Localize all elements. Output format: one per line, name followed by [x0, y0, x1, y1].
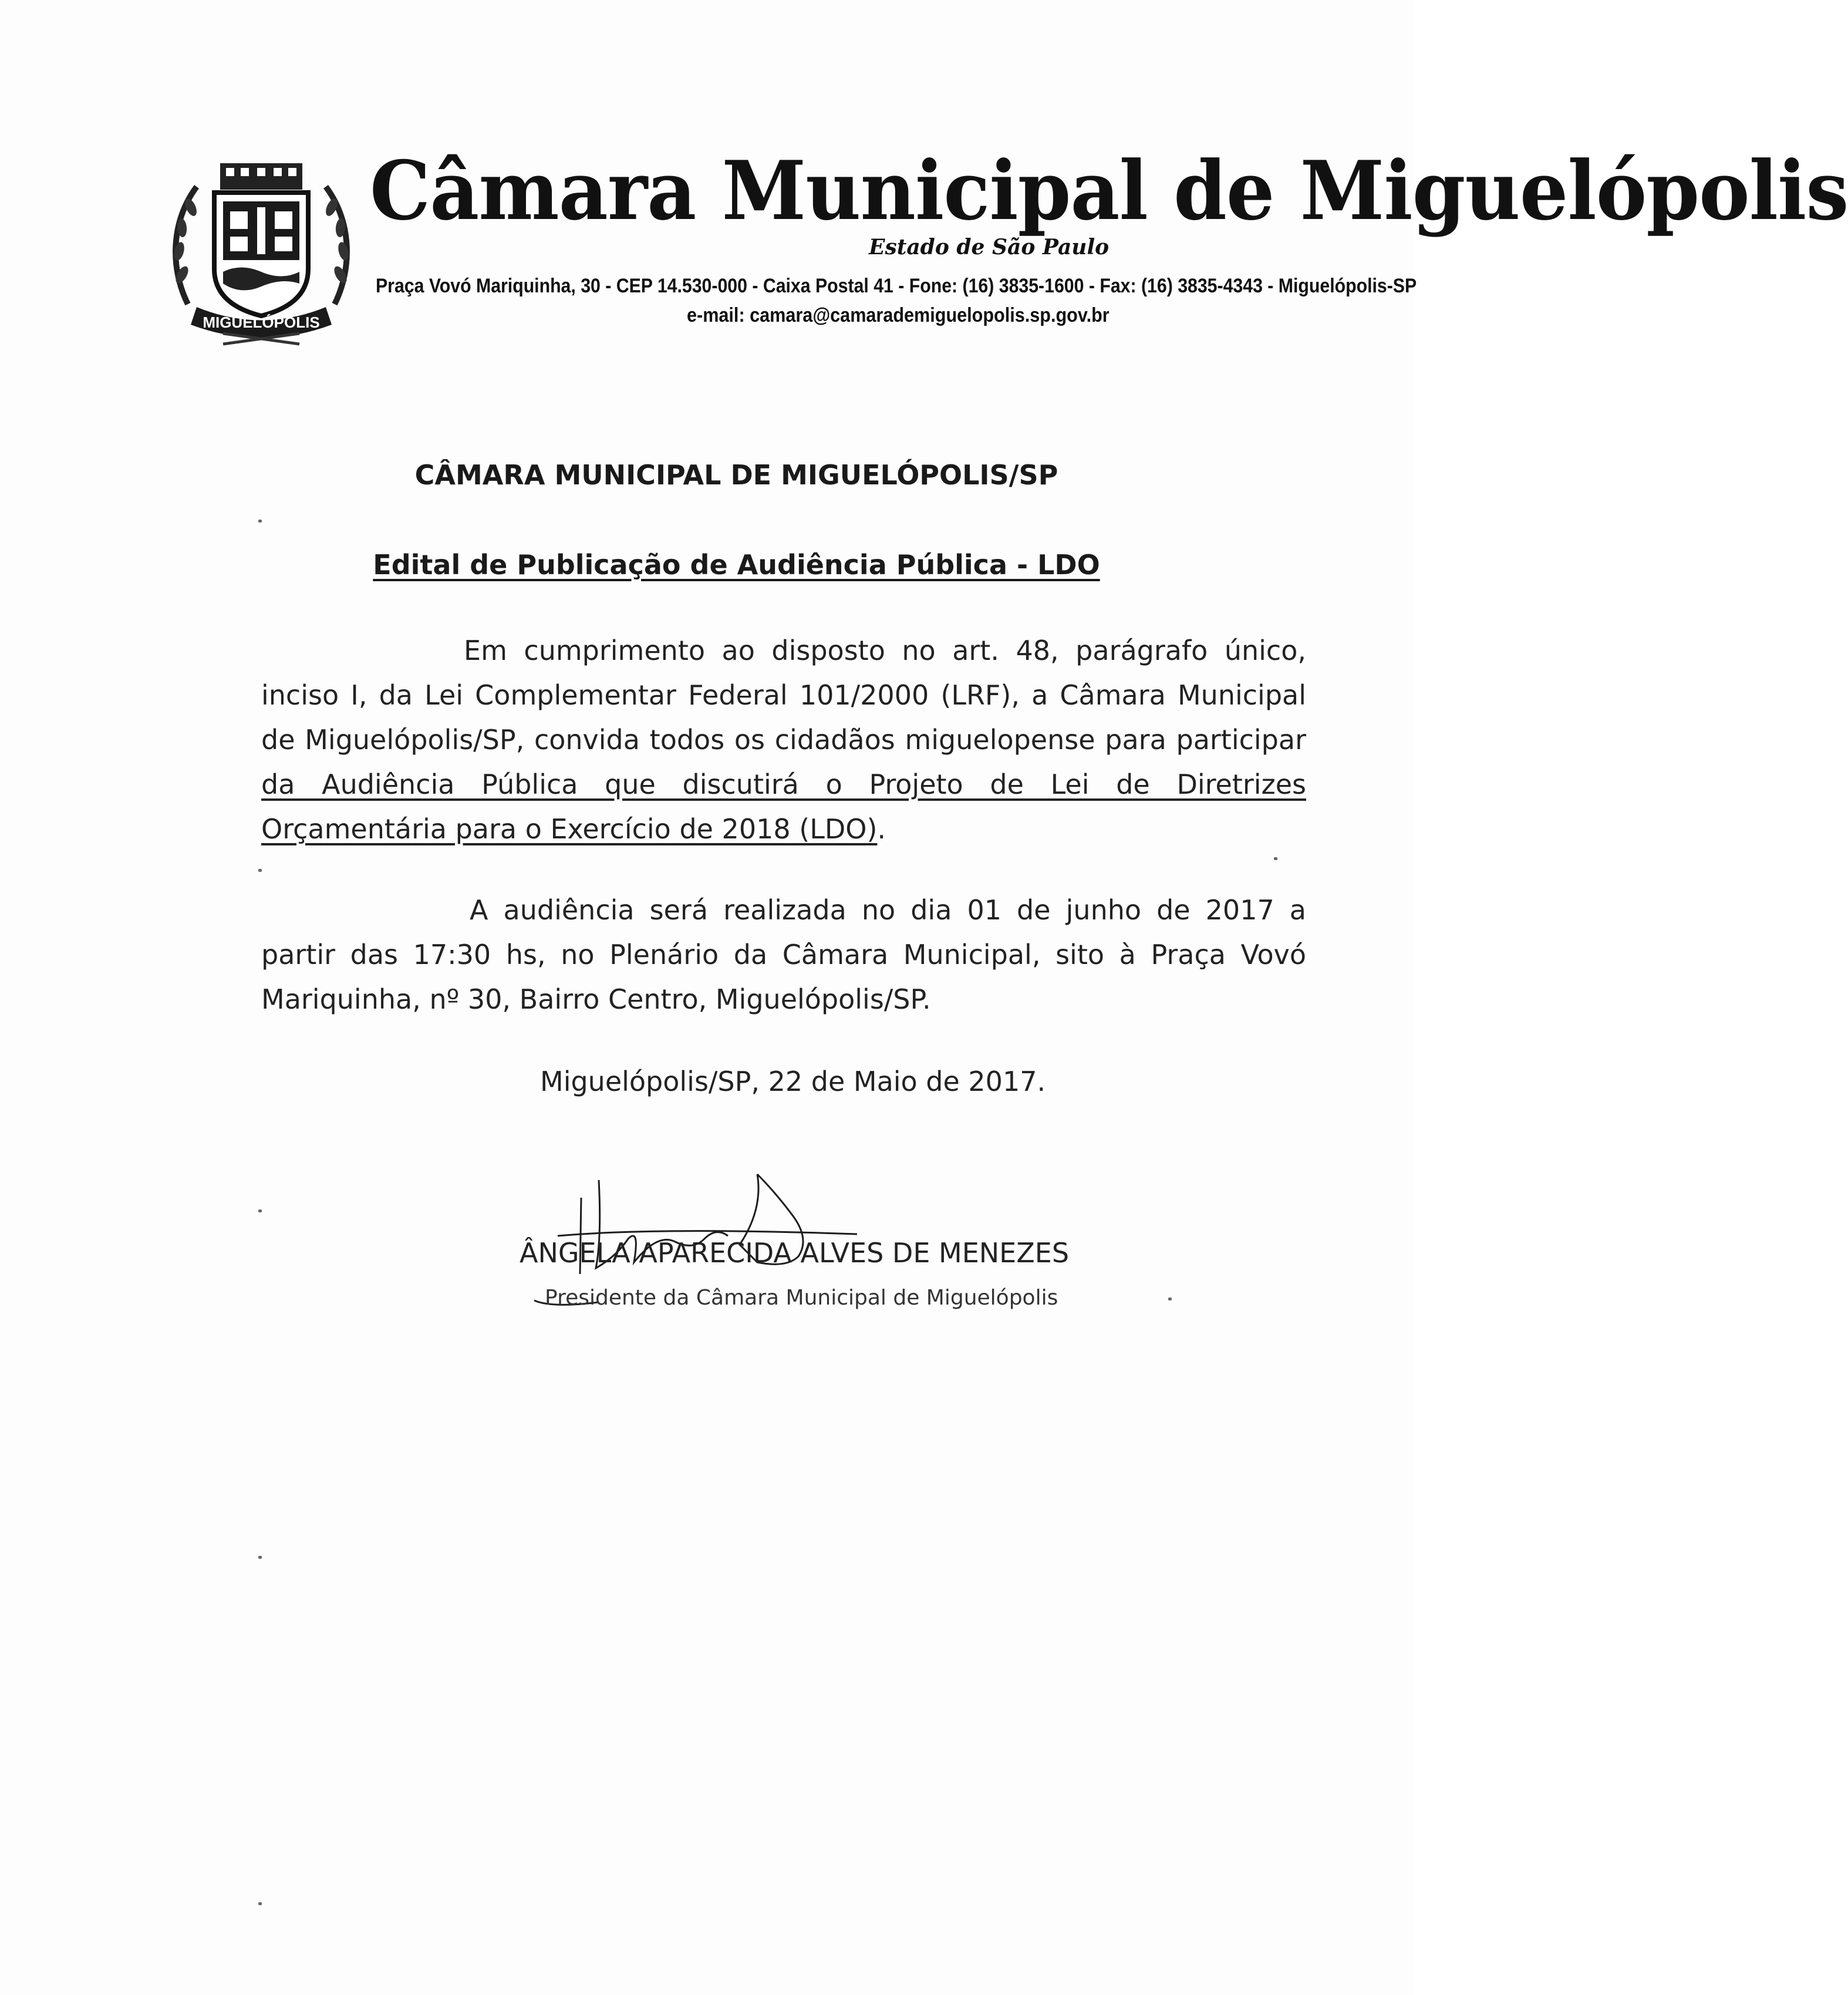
paragraph-convocation	[261, 628, 1306, 851]
paragraph-schedule: A audiência será realizada no dia 01 de junho de 2017 a partir das 17:30 hs, no Plenário da Câmara Municipal, sito à Praça Vovó Mariquinha, nº 30, Bairro Centro, Miguelópolis/SP.	[261, 894, 1306, 1015]
document-subheading: Edital de Publicação de Audiência Pública - LDO	[373, 549, 1100, 581]
signatory-name: ÂNGELA APARECIDA ALVES DE MENEZES	[520, 1237, 1070, 1269]
scan-speck	[258, 520, 262, 523]
document-heading: CÂMARA MUNICIPAL DE MIGUELÓPOLIS/SP	[414, 459, 1058, 491]
scan-speck	[1274, 857, 1277, 860]
date-line: Miguelópolis/SP, 22 de Maio de 2017.	[540, 1066, 1046, 1097]
scan-speck	[258, 1556, 262, 1559]
letterhead-state: Estado de São Paulo	[869, 235, 1110, 260]
letterhead-email: e-mail: camara@camarademiguelopolis.sp.gov.br	[687, 304, 1110, 326]
crest-ribbon-text: MIGUELÓPOLIS	[203, 314, 320, 331]
letterhead-address: Praça Vovó Mariquinha, 30 - CEP 14.530-000 - Caixa Postal 41 - Fone: (16) 3835-1600 - Fax: (16) 3835-4343 - Miguelópolis-SP	[376, 275, 1417, 297]
scan-speck	[258, 869, 262, 872]
letterhead-title: Câmara Municipal de Miguelópolis	[370, 143, 1848, 238]
scan-speck	[258, 1209, 262, 1212]
paragraph-convocation-end: .	[877, 813, 886, 845]
paragraph-convocation-start: Em cumprimento ao disposto no art. 48, parágrafo único, inciso I, da Lei Complementar Federal 101/2000 (LRF), a Câmara Municipal de Miguelópolis/SP, convida todos os cidadãos miguelopense para participar	[261, 635, 1306, 756]
municipal-crest-icon	[164, 157, 358, 345]
signatory-role: Presidente da Câmara Municipal de Miguelópolis	[545, 1286, 1058, 1310]
scan-speck	[1168, 1298, 1172, 1300]
scan-speck	[258, 1902, 262, 1905]
paragraph-convocation-underlined: da Audiência Pública que discutirá o Projeto de Lei de Diretrizes Orçamentária para o Exercício de 2018 (LDO)	[261, 769, 1306, 845]
